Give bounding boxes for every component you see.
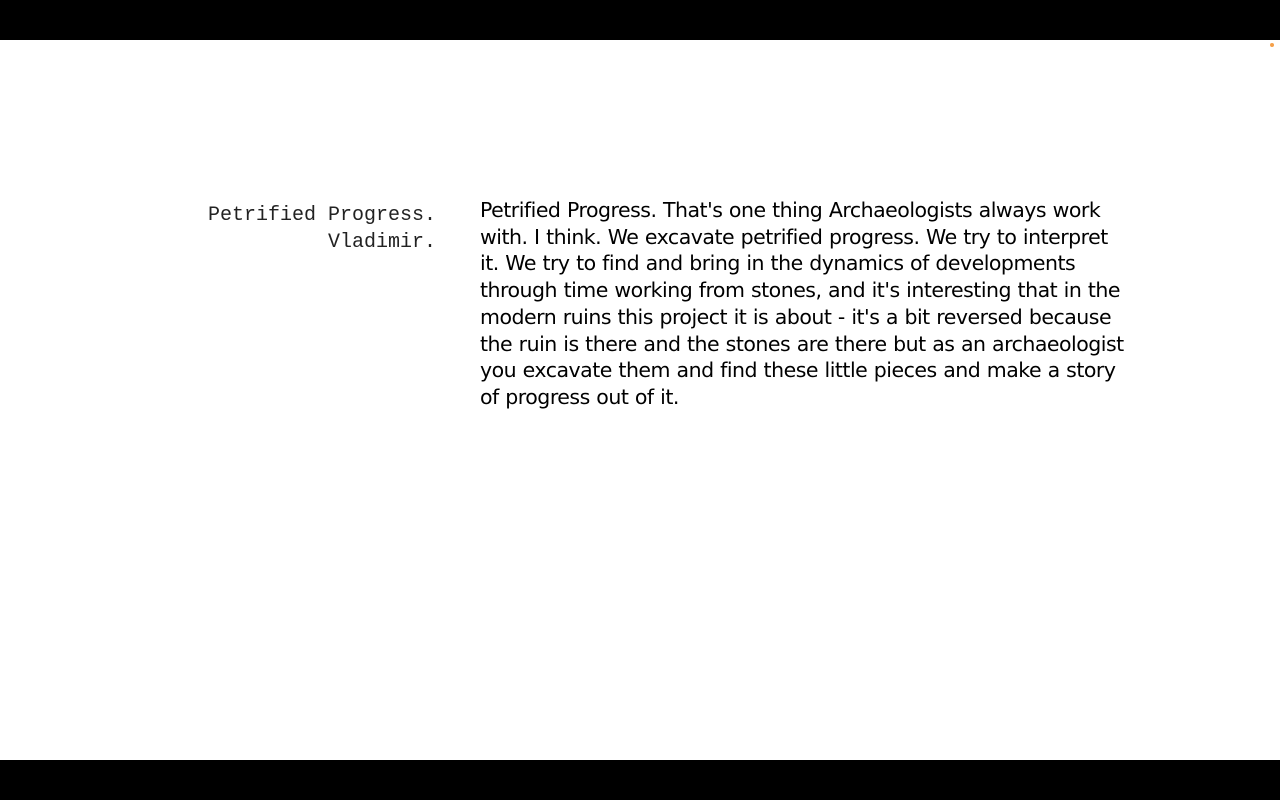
caption-speaker: Vladimir. [327, 230, 436, 254]
quote-line: it. We try to find and bring in the dynamics of developments [480, 251, 1076, 276]
status-dot-icon [1270, 43, 1274, 47]
quote-line: Petrified Progress. That's one thing Archaeologists always work [480, 198, 1101, 222]
quote-line: modern ruins this project it is about - it's a bit reversed because [480, 304, 1112, 329]
quote-line: of progress out of it. [480, 384, 679, 409]
speaker-caption [120, 203, 436, 256]
letterbox-top [0, 0, 1280, 40]
quote-line: with. I think. We excavate petrified progress. We try to interpret [480, 224, 1108, 249]
letterbox-bottom [0, 760, 1280, 800]
quote-line: you excavate them and find these little pieces and make a story [480, 358, 1116, 383]
quote-line: through time working from stones, and it's interesting that in the [480, 278, 1121, 303]
quote-line: the ruin is there and the stones are there but as an archaeologist [480, 331, 1124, 356]
presentation-slide [0, 40, 1280, 760]
quote-text [480, 197, 1124, 411]
caption-title: Petrified Progress. [207, 204, 436, 227]
